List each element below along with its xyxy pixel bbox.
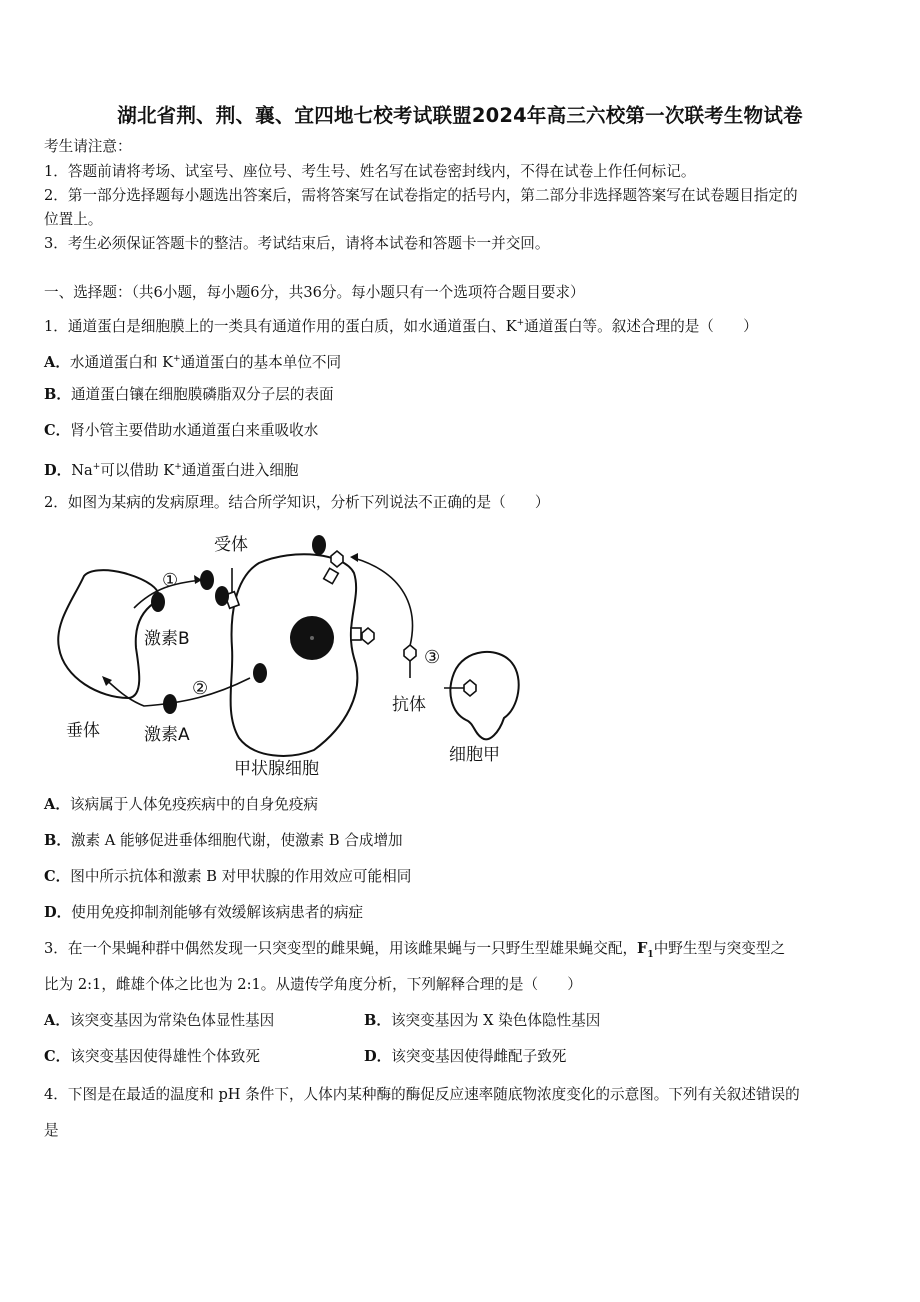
- q1-option-d[interactable]: D．Na+可以借助 K+通道蛋白进入细胞: [44, 461, 299, 479]
- q2-option-a[interactable]: A．该病属于人体免疫疾病中的自身免疫病: [44, 796, 319, 813]
- q3-option-d[interactable]: D．该突变基因使得雌配子致死: [364, 1048, 567, 1065]
- q1-option-b[interactable]: B．通道蛋白镶在细胞膜磷脂双分子层的表面: [44, 386, 334, 403]
- q2-option-d[interactable]: D．使用免疫抑制剂能够有效缓解该病患者的病症: [44, 904, 364, 921]
- pituitary-label: 垂体: [66, 721, 100, 741]
- antibody-label: 抗体: [392, 695, 426, 715]
- notice-item: 1．答题前请将考场、试室号、座位号、考生号、姓名写在试卷密封线内，不得在试卷上作任何标记。: [44, 163, 696, 180]
- cell-jia-label: 细胞甲: [449, 745, 500, 765]
- thyroid-cell-label: 甲状腺细胞: [234, 759, 319, 779]
- question-2-stem: 2．如图为某病的发病原理。结合所学知识，分析下列说法不正确的是（ ）: [44, 494, 550, 511]
- hormone-a-label: 激素A: [144, 725, 190, 745]
- q1-option-a[interactable]: A．水通道蛋白和 K+通道蛋白的基本单位不同: [44, 353, 342, 371]
- step-1-label: ①: [162, 570, 179, 591]
- receptor-label: 受体: [214, 535, 248, 555]
- section-heading: 一、选择题：（共6小题，每小题6分，共36分。每小题只有一个选项符合题目要求）: [44, 284, 585, 301]
- question-4-stem-cont: 是: [44, 1122, 59, 1139]
- question-1-stem: 1．通道蛋白是细胞膜上的一类具有通道作用的蛋白质，如水通道蛋白、K+通道蛋白等。叙述合理的是（ ）: [44, 317, 758, 335]
- notice-heading: 考生请注意：: [44, 138, 132, 155]
- step-3-label: ③: [424, 647, 441, 668]
- q3-option-c[interactable]: C．该突变基因使得雄性个体致死: [44, 1048, 260, 1065]
- step-2-label: ②: [192, 678, 209, 699]
- q2-option-c[interactable]: C．图中所示抗体和激素 B 对甲状腺的作用效应可能相同: [44, 868, 412, 885]
- notice-item: 位置上。: [44, 211, 103, 228]
- cell-jia-shape: [450, 652, 518, 739]
- page-title: 湖北省荆、荆、襄、宜四地七校考试联盟2024年高三六校第一次联考生物试卷: [117, 104, 803, 127]
- q3-option-a[interactable]: A．该突变基因为常染色体显性基因: [44, 1012, 275, 1029]
- hormone-b-label: 激素B: [144, 629, 190, 649]
- q2-option-b[interactable]: B．激素 A 能够促进垂体细胞代谢，使激素 B 合成增加: [44, 832, 403, 849]
- notice-item: 3．考生必须保证答题卡的整洁。考试结束后，请将本试卷和答题卡一并交回。: [44, 235, 550, 252]
- notice-item: 2．第一部分选择题每小题选出答案后，需将答案写在试卷指定的括号内，第二部分非选择题答案写在试卷题目指定的: [44, 187, 798, 204]
- question-3-stem-cont: 比为 2:1，雌雄个体之比也为 2:1。从遗传学角度分析，下列解释合理的是（ ）: [44, 976, 582, 993]
- q3-option-b[interactable]: B．该突变基因为 X 染色体隐性基因: [364, 1012, 601, 1029]
- q1-option-c[interactable]: C．肾小管主要借助水通道蛋白来重吸收水: [44, 422, 319, 439]
- disease-mechanism-figure: [44, 528, 544, 780]
- thyroid-cell-shape: [231, 554, 358, 756]
- question-3-stem: 3．在一个果蝇种群中偶然发现一只突变型的雌果蝇，用该雌果蝇与一只野生型雄果蝇交配，$F_1$中野生型与突变型之: [44, 940, 786, 960]
- question-4-stem: 4．下图是在最适的温度和 pH 条件下，人体内某种酶的酶促反应速率随底物浓度变化的示意图。下列有关叙述错误的: [44, 1086, 800, 1103]
